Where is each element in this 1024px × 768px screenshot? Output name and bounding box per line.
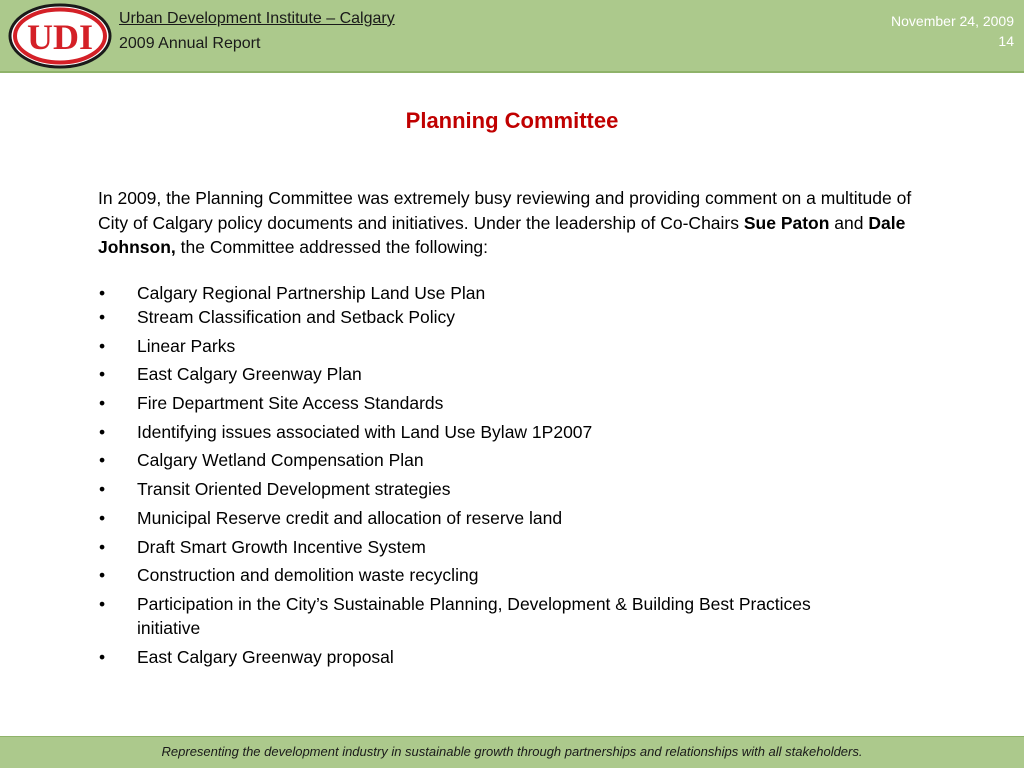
bullet-point: • (99, 421, 106, 442)
bullet-point: • (99, 450, 106, 471)
bullet-point: • (99, 565, 106, 586)
list-item-text: Stream Classification and Setback Policy (137, 307, 456, 327)
list-item-text: Calgary Regional Partnership Land Use Plan (137, 283, 486, 303)
list-item (98, 448, 858, 472)
bullet-point: • (99, 507, 106, 528)
intro-text-part-1: In 2009, the Planning Committee was extremely busy reviewing and providing comment on a multitude of City of Calgary policy documents and initiatives. Under the leadership of Co-Chairs (98, 188, 912, 233)
bullet-point: • (99, 479, 106, 500)
list-item-text: Participation in the City’s Sustainable Planning, Development & Building Best Practices initiative (137, 593, 811, 638)
list-item-text: Fire Department Site Access Standards (137, 393, 444, 414)
slide-title: Planning Committee (405, 108, 619, 133)
bullet-point: • (99, 307, 106, 327)
list-item-text: East Calgary Greenway proposal (137, 646, 394, 667)
list-item (98, 563, 858, 587)
intro-text-part-2: and (829, 212, 869, 233)
bullet-point: • (99, 364, 106, 385)
organization-name: Urban Development Institute – Calgary (119, 10, 395, 27)
list-item (98, 334, 858, 358)
list-item (98, 477, 858, 501)
footer-tagline: Representing the development industry in sustainable growth through partnerships and relationships with all stakeholders. (161, 744, 863, 759)
slide-date: November 24, 2009 (891, 13, 1014, 29)
header-band (0, 0, 1024, 73)
svg-text:UDI: UDI (26, 17, 94, 57)
committee-topics-list (98, 281, 858, 673)
report-name: 2009 Annual Report (119, 35, 261, 52)
list-item-text: Draft Smart Growth Incentive System (137, 536, 426, 557)
list-item (98, 645, 858, 669)
list-item-text: Identifying issues associated with Land Use Bylaw 1P2007 (137, 421, 593, 442)
list-item (98, 281, 858, 305)
bullet-point: • (99, 393, 106, 414)
list-item (98, 391, 858, 415)
intro-paragraph (98, 186, 918, 260)
list-item (98, 592, 858, 640)
list-item (98, 535, 858, 559)
co-chair-name-1: Sue Paton (743, 212, 830, 233)
list-item (98, 305, 858, 329)
list-item-text: Municipal Reserve credit and allocation of reserve land (137, 507, 563, 528)
bullet-point: • (99, 335, 106, 356)
footer-band (0, 736, 1024, 768)
bullet-point: • (99, 646, 106, 667)
co-chair-name-2: Dale Johnson, (98, 212, 906, 257)
bullet-point: • (99, 536, 106, 557)
list-item (98, 506, 858, 530)
slide-number: 14 (998, 33, 1014, 49)
list-item-text: Calgary Wetland Compensation Plan (137, 450, 424, 471)
list-item (98, 362, 858, 386)
list-item-text: Linear Parks (137, 335, 236, 356)
list-item (98, 420, 858, 444)
intro-text-part-3: the Committee addressed the following: (175, 237, 489, 257)
list-item-text: Construction and demolition waste recycling (137, 565, 479, 586)
list-item-text: Transit Oriented Development strategies (137, 479, 451, 500)
bullet-point: • (99, 593, 106, 614)
udi-logo (8, 3, 112, 69)
list-item-text: East Calgary Greenway Plan (137, 364, 362, 385)
bullet-point: • (99, 283, 106, 303)
